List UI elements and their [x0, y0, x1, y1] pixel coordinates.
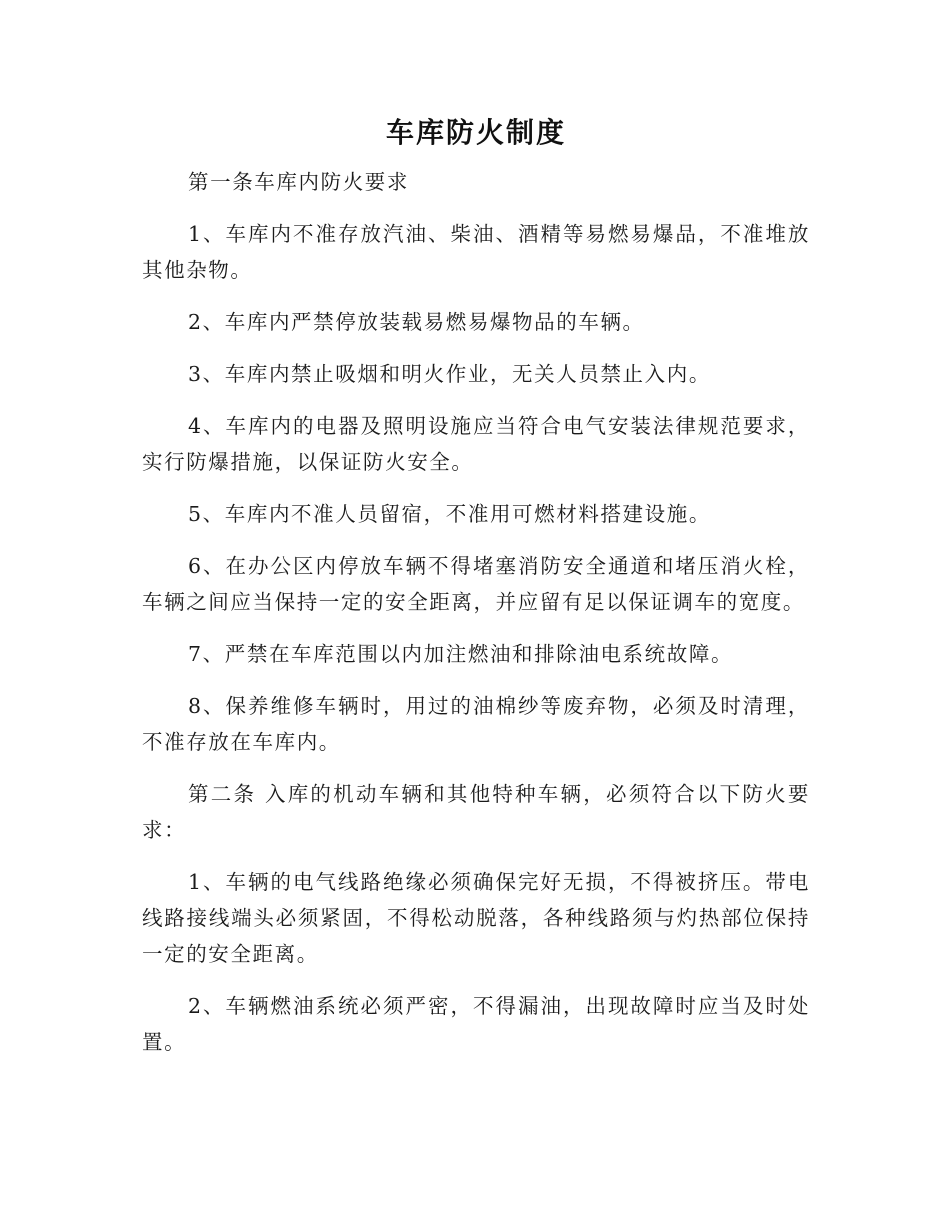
paragraph-1-4: 4、车库内的电器及照明设施应当符合电气安装法律规范要求，实行防爆措施，以保证防火安全。: [142, 414, 810, 474]
paragraph-1-7: 7、严禁在车库范围以内加注燃油和排除油电系统故障。: [188, 642, 734, 666]
paragraph-1-6: 6、在办公区内停放车辆不得堵塞消防安全通道和堵压消火栓，车辆之间应当保持一定的安全距离，并应留有足以保证调车的宽度。: [142, 554, 810, 614]
paragraph-2-1: 1、车辆的电气线路绝缘必须确保完好无损，不得被挤压。带电线路接线端头必须紧固，不得松动脱落，各种线路须与灼热部位保持一定的安全距离。: [142, 870, 810, 966]
document-title: 车库防火制度: [385, 116, 566, 149]
paragraph-1-1: 1、车库内不准存放汽油、柴油、酒精等易燃易爆品，不准堆放其他杂物。: [142, 222, 810, 282]
section-heading-1: 第一条车库内防火要求: [188, 170, 409, 194]
section-heading-2: 第二条 入库的机动车辆和其他特种车辆，必须符合以下防火要求：: [142, 782, 810, 842]
paragraph-2-2: 2、车辆燃油系统必须严密，不得漏油，出现故障时应当及时处置。: [142, 994, 810, 1054]
paragraph-1-8: 8、保养维修车辆时，用过的油棉纱等废弃物，必须及时清理，不准存放在车库内。: [142, 694, 810, 754]
paragraph-1-5: 5、车库内不准人员留宿，不准用可燃材料搭建设施。: [188, 502, 711, 526]
document-body: [142, 164, 810, 1060]
paragraph-1-2: 2、车库内严禁停放装载易燃易爆物品的车辆。: [188, 310, 645, 334]
paragraph-1-3: 3、车库内禁止吸烟和明火作业，无关人员禁止入内。: [188, 362, 711, 386]
